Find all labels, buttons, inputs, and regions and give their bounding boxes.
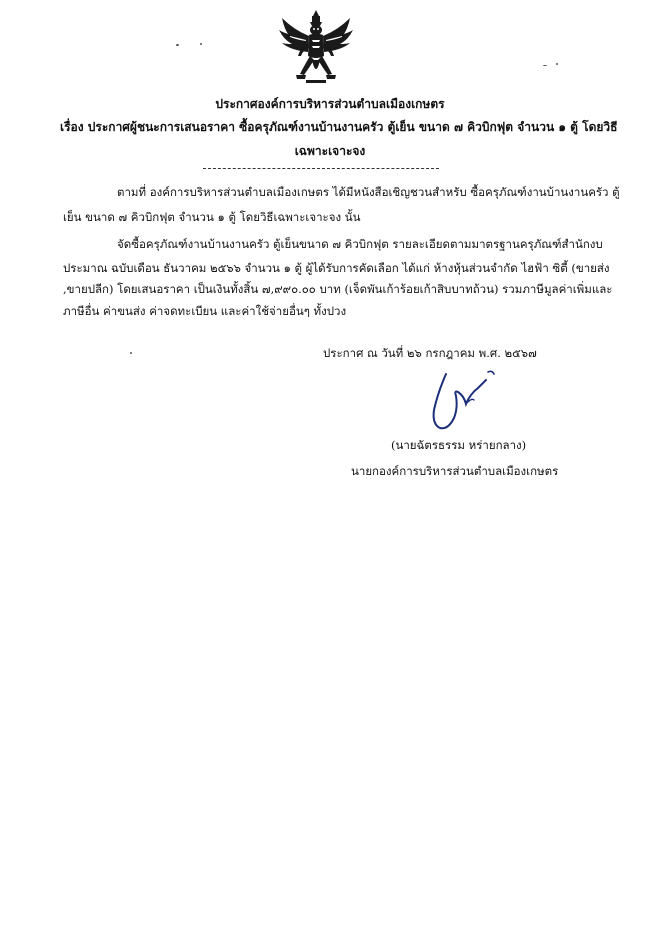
garuda-emblem-icon (276, 8, 356, 88)
paragraph-1-line-2: เย็น ขนาด ๗ คิวบิกฟุต จำนวน ๑ ตู้ โดยวิธีเฉพาะเจาะจง นั้น (63, 210, 361, 224)
announcement-subject: เรื่อง ประกาศผู้ชนะการเสนอราคา ซื้อครุภัณฑ์งานบ้านงานครัว ตู้เย็น ขนาด ๗ คิวบิกฟุต จำนวน ๑ ตู้ โดยวิธี (60, 120, 618, 134)
paragraph-2-line-2: ประมาณ ฉบับเดือน ธันวาคม ๒๕๖๖ จำนวน ๑ ตู้ ผู้ได้รับการคัดเลือก ได้แก่ ห้างหุ้นส่วนจำกัด ไฮฟ้า ซิตี้ (ขายส่ง (63, 261, 610, 275)
paragraph-2-line-1: จัดซื้อครุภัณฑ์งานบ้านงานครัว ตู้เย็นขนาด ๗ คิวบิกฟุต รายละเอียดตามมาตรฐานครุภัณฑ์สำนักงบ (117, 237, 603, 251)
scan-speck (200, 43, 202, 45)
signer-name: (นายฉัตรธรรม หร่ายกลาง) (391, 438, 527, 452)
scan-speck (176, 44, 179, 46)
scan-speck (130, 352, 132, 354)
signature-icon (408, 362, 508, 442)
signer-title: นายกองค์การบริหารส่วนตำบลเมืองเกษตร (351, 464, 559, 478)
paragraph-2-line-4: ภาษีอื่น ค่าขนส่ง ค่าจดทะเบียน และค่าใช้จ่ายอื่นๆ ทั้งปวง (63, 304, 347, 318)
separator-line (203, 168, 439, 169)
announcement-title: ประกาศองค์การบริหารส่วนตำบลเมืองเกษตร (215, 97, 445, 111)
scan-speck (556, 63, 558, 65)
paragraph-2-line-3: ,ขายปลีก) โดยเสนอราคา เป็นเงินทั้งสิ้น ๗,๙๙๐.๐๐ บาท (เจ็ดพันเก้าร้อยเก้าสิบบาทถ้วน) รวมภาษีมูลค่าเพิ่มและ (63, 282, 613, 296)
announcement-date: ประกาศ ณ วันที่ ๒๖ กรกฎาคม พ.ศ. ๒๕๖๗ (323, 346, 537, 360)
paragraph-1-line-1: ตามที่ องค์การบริหารส่วนตำบลเมืองเกษตร ได้มีหนังสือเชิญชวนสำหรับ ซื้อครุภัณฑ์งานบ้านงานครัว ตู้ (117, 185, 620, 199)
announcement-subject-continued: เฉพาะเจาะจง (294, 144, 366, 158)
scan-speck (543, 65, 547, 66)
